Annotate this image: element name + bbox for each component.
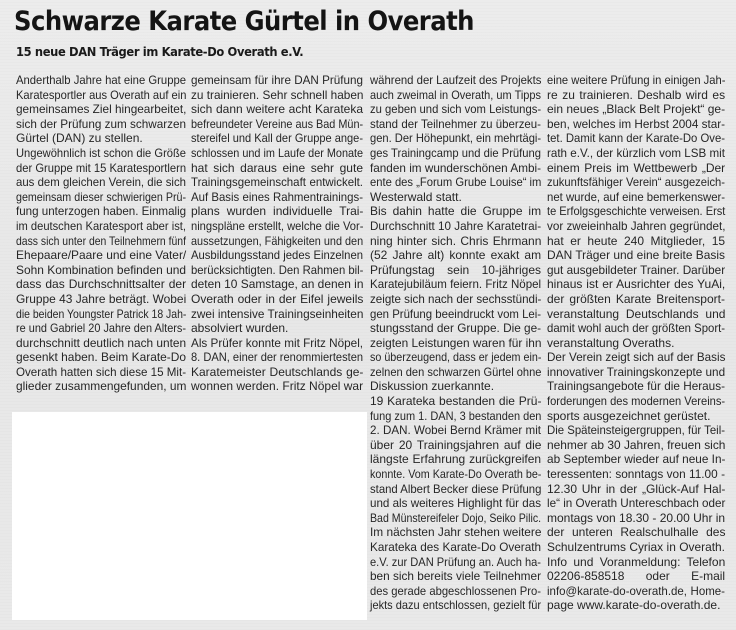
article-text-line: und als weiteres Highlight für das [370, 496, 541, 511]
article-text-line: Westerwald statt. [370, 189, 462, 204]
article-text-line: teressenten: sonntags von 11.00 - [547, 467, 725, 482]
article-text-line: Bis dahin hatte die Gruppe im [370, 204, 542, 219]
article-text-line: dass das Durchschnittsalter der [16, 277, 187, 292]
article-text-line: Overath oder in der Eifel jeweils [191, 291, 364, 306]
article-text-line: dass sich unter den Teilnehmern fünf [16, 233, 186, 248]
article-text-line: re und Gabriel 20 Jahre den Alters- [16, 321, 186, 336]
article-text-line: ges Trainingcamp und die Prüfung [370, 145, 541, 160]
article-text-line: ning hinter sich. Chris Ehrmann [370, 233, 542, 248]
article-text-line: Info und Voranmeldung: Telefon [547, 554, 726, 569]
article-text-line: 12.30 Uhr in der „Glück-Auf Hal- [547, 481, 726, 496]
article-text-line: deten 10 Samstage, an denen in [191, 277, 364, 292]
article-text-line: zu geben und sich vom Leistungs- [370, 102, 542, 117]
article-text-line: fanden im wunderschönen Ambi- [370, 160, 541, 175]
article-text-line: veranstaltung Deutschlands und [547, 306, 726, 321]
article-text-line: im deutschen Karatesport aber ist, [16, 218, 186, 233]
article-text-line: Bad Münstereifeler Dojo, Seiko Pilic. [370, 510, 542, 525]
article-text-line: zukunftsfähiger Verein“ ausgezeich- [547, 175, 725, 190]
article-text-line: gen Prüfung beeindruckt vom Lei- [370, 306, 542, 321]
article-text-line: Karateka des Karate-Do Overath [370, 540, 541, 554]
article-text-line: Ungewöhnlich ist schon die Größe [16, 145, 186, 160]
article-text-line: zelnen den schwarzen Gürtel ohne [370, 364, 542, 379]
article-text-line: während der Laufzeit des Projekts [370, 73, 542, 87]
article-text-line: innovativer Trainingskonzepte und [547, 364, 726, 379]
article-text-line: des gerade abgeschlossenen Pro- [370, 583, 541, 598]
article-text-line: montags von 18.30 - 20.00 Uhr in [547, 510, 726, 525]
article-text-line: Karatesportler aus Overath auf ein [16, 87, 187, 102]
article-text-line: aus dem gleichen Verein, die sich [16, 175, 186, 190]
article-text-line: fung unterzogen haben. Einmalig [16, 204, 187, 219]
article-text-line: Trainingsangebote für die Heraus- [547, 379, 725, 394]
article-text-line: jekts dazu entschlossen, gezielt für [370, 598, 542, 613]
article-text-line: Sohn Kombination befinden und [16, 262, 186, 277]
article-text-line: ein neues „Black Belt Projekt“ ge- [547, 102, 726, 117]
article-text-line: einem Preis im Wettbewerb „Der [547, 160, 726, 175]
article-text-line: schlossen und im Laufe der Monate [191, 145, 364, 160]
article-text-line: Auf Basis eines Rahmentrainings- [191, 189, 363, 204]
article-text-line: page www.karate-do-overath.de. [547, 598, 721, 613]
article-text-line: Gruppe 43 Jahre beträgt. Wobei [16, 291, 187, 306]
article-text-line: 19 Karateka bestanden die Prü- [370, 394, 542, 409]
article-text-line: stereifel und Kall der Gruppe ange- [191, 131, 363, 146]
article-subheadline: 15 neue DAN Träger im Karate-Do Overath e.V. [16, 44, 304, 59]
article-text-line: vor zweieinhalb Jahren gegründet, [547, 218, 726, 233]
article-text-line: forderungen des modernen Vereins- [547, 394, 726, 409]
article-column-2 [191, 73, 363, 394]
article-text-line: Gürtel (DAN) zu stellen. [16, 131, 143, 146]
article-text-line: 02206-858518 oder E-mail [547, 569, 726, 584]
article-text-line: sports ausgezeichnet gerüstet. [547, 408, 711, 423]
article-text-line: Ehepaare/Paare und eine Vater/ [16, 248, 187, 263]
article-text-line: gemeinsam dieser schwierigen Prü- [16, 189, 186, 204]
article-text-line: 2. DAN. Wobei Bernd Krämer mit [370, 423, 541, 438]
article-text-line: zu trainieren. Sehr schnell haben [191, 87, 364, 102]
article-text-line: e.V. zur DAN Prüfung an. Auch ha- [370, 554, 541, 569]
article-text-line: veranstaltung Overaths. [547, 335, 675, 350]
article-text-line: sich der Prüfung zum schwarzen [16, 116, 187, 131]
article-text-line: berücksichtigten. Den Rahmen bil- [191, 262, 364, 277]
article-text-line: Trainingsgemeinschaft entwickelt. [191, 175, 363, 190]
article-text-line: zeigte sich nach der sechsstündi- [370, 291, 542, 306]
article-text-line: konnte. Vom Karate-Do Overath be- [370, 467, 542, 482]
article-text-line: ningspläne erstellt, welche die Vor- [191, 218, 364, 233]
article-text-line: Karatemeister Deutschlands ge- [191, 364, 364, 379]
article-text-line: längste Erfahrung zurückgreifen [370, 452, 542, 467]
article-column-3 [370, 73, 541, 613]
article-text-line: stungsstand der Gruppe. Die ge- [370, 321, 542, 336]
article-text-line: zwei intensive Trainingseinheiten [191, 306, 364, 321]
article-text-line: damit wohl auch der größten Sport- [547, 321, 726, 336]
article-text-line: Schulzentrums Cyriax in Overath. [547, 540, 725, 554]
article-text-line: rath e.V., der kürzlich vom LSB mit [547, 145, 725, 160]
article-text-line: ben, welches im Herbst 2004 star- [547, 116, 726, 131]
article-text-line: re zu trainieren. Deshalb wird es [547, 87, 726, 102]
article-text-line: plans wurden individuelle Trai- [191, 204, 364, 219]
article-text-line: Prüfungstag sein 10-jähriges [370, 262, 541, 277]
article-text-line: tet. Damit kann der Karate-Do Ove- [547, 131, 725, 146]
article-text-line: Anderthalb Jahre hat eine Gruppe [16, 73, 186, 87]
article-text-line: DAN Träger und eine breite Basis [547, 248, 725, 263]
article-text-line: gut ausgebildeter Trainer. Darüber [547, 262, 726, 277]
article-text-line: Durchschnitt 10 Jahre Karatetrai- [370, 218, 542, 233]
article-text-line: le“ in Overath Untereschbach oder [547, 496, 726, 511]
article-text-line: so überzeugend, dass er jedem ein- [370, 350, 542, 365]
article-text-line: net wurde, auf eine bemerkenswer- [547, 189, 726, 204]
article-text-line: eine weitere Prüfung in einigen Jah- [547, 73, 726, 87]
article-text-line: glieder zusammengefunden, um [16, 379, 187, 394]
article-text-line: durchschnitt deutlich nach unten [16, 335, 187, 350]
article-text-line: te Erfolgsgeschichte verweisen. Erst [547, 204, 726, 219]
article-column-1 [16, 73, 186, 394]
article-text-line: Als Prüfer konnte mit Fritz Nöpel, [191, 335, 364, 350]
article-text-line: aussetzungen, Fähigkeiten und den [191, 233, 364, 248]
article-text-line: Im nächsten Jahr stehen weitere [370, 525, 542, 540]
article-text-line: Der Verein zeigt sich auf der Basis [547, 350, 726, 365]
article-text-line: die beiden Youngster Patrick 18 Jah- [16, 306, 187, 321]
article-text-line: (52 Jahre alt) konnte exakt am [370, 248, 542, 263]
article-text-line: hinaus ist er Ausrichter des YuAi, [547, 277, 726, 292]
article-text-line: stand Albert Becker diese Prüfung [370, 481, 542, 496]
article-text-line: befreundeter Vereine aus Bad Mün- [191, 116, 364, 131]
article-headline: Schwarze Karate Gürtel in Overath [14, 6, 474, 37]
article-text-line: absolviert wurden. [191, 321, 289, 336]
article-text-line: stand der Teilnehmer zu überzeu- [370, 116, 541, 131]
article-text-line: gesenkt haben. Beim Karate-Do [16, 350, 186, 365]
article-text-line: 8. DAN, einer der renommiertesten [191, 350, 364, 365]
article-text-line: der unteren Realschulhalle des [547, 525, 726, 540]
article-text-line: ente des „Forum Grube Louise“ im [370, 175, 542, 190]
article-text-line: info@karate-do-overath.de, Home- [547, 583, 725, 598]
article-text-line: ab September wieder auf neue In- [547, 452, 726, 467]
article-text-line: hat er heute 240 Mitglieder, 15 [547, 233, 726, 248]
article-text-line: Diskussion zuerkannte. [370, 379, 495, 394]
article-text-line: sich dann weitere acht Karateka [191, 102, 363, 117]
article-text-line: Overath hatten sich diese 15 Mit- [16, 364, 187, 379]
article-text-line: nehmer ab 30 Jahren, freuen sich [547, 437, 726, 452]
article-text-line: Karatejubiläum feiern. Fritz Nöpel [370, 277, 542, 292]
article-column-4 [547, 73, 725, 613]
blank-image-area [12, 412, 367, 620]
article-text-line: auch zweimal in Overath, um Tipps [370, 87, 541, 102]
article-text-line: fung zum 1. DAN, 3 bestanden den [370, 408, 542, 423]
article-text-line: über 20 Trainingsjahren auf die [370, 437, 542, 452]
article-text-line: wonnen werden. Fritz Nöpel war [191, 379, 364, 394]
article-text-line: der Gruppe mit 15 Karatesportlern [16, 160, 187, 175]
article-text-line: ben sich bereits viele Teilnehmer [370, 569, 541, 584]
article-text-line: gen. Der Höhepunkt, ein mehrtägi- [370, 131, 542, 146]
article-text-line: Ausbildungsstand jedes Einzelnen [191, 248, 363, 263]
article-text-line: Die Späteinsteigergruppen, für Teil- [547, 423, 725, 438]
article-text-line: gemeinsam für ihre DAN Prüfung [191, 73, 363, 87]
article-text-line: zeigten Leistungen waren für ihn [370, 335, 542, 350]
article-text-line: hat sich daraus eine sehr gute [191, 160, 363, 175]
article-text-line: gemeinsames Ziel hingearbeitet, [16, 102, 187, 117]
article-text-line: der größten Karate Breitensport- [547, 291, 725, 306]
